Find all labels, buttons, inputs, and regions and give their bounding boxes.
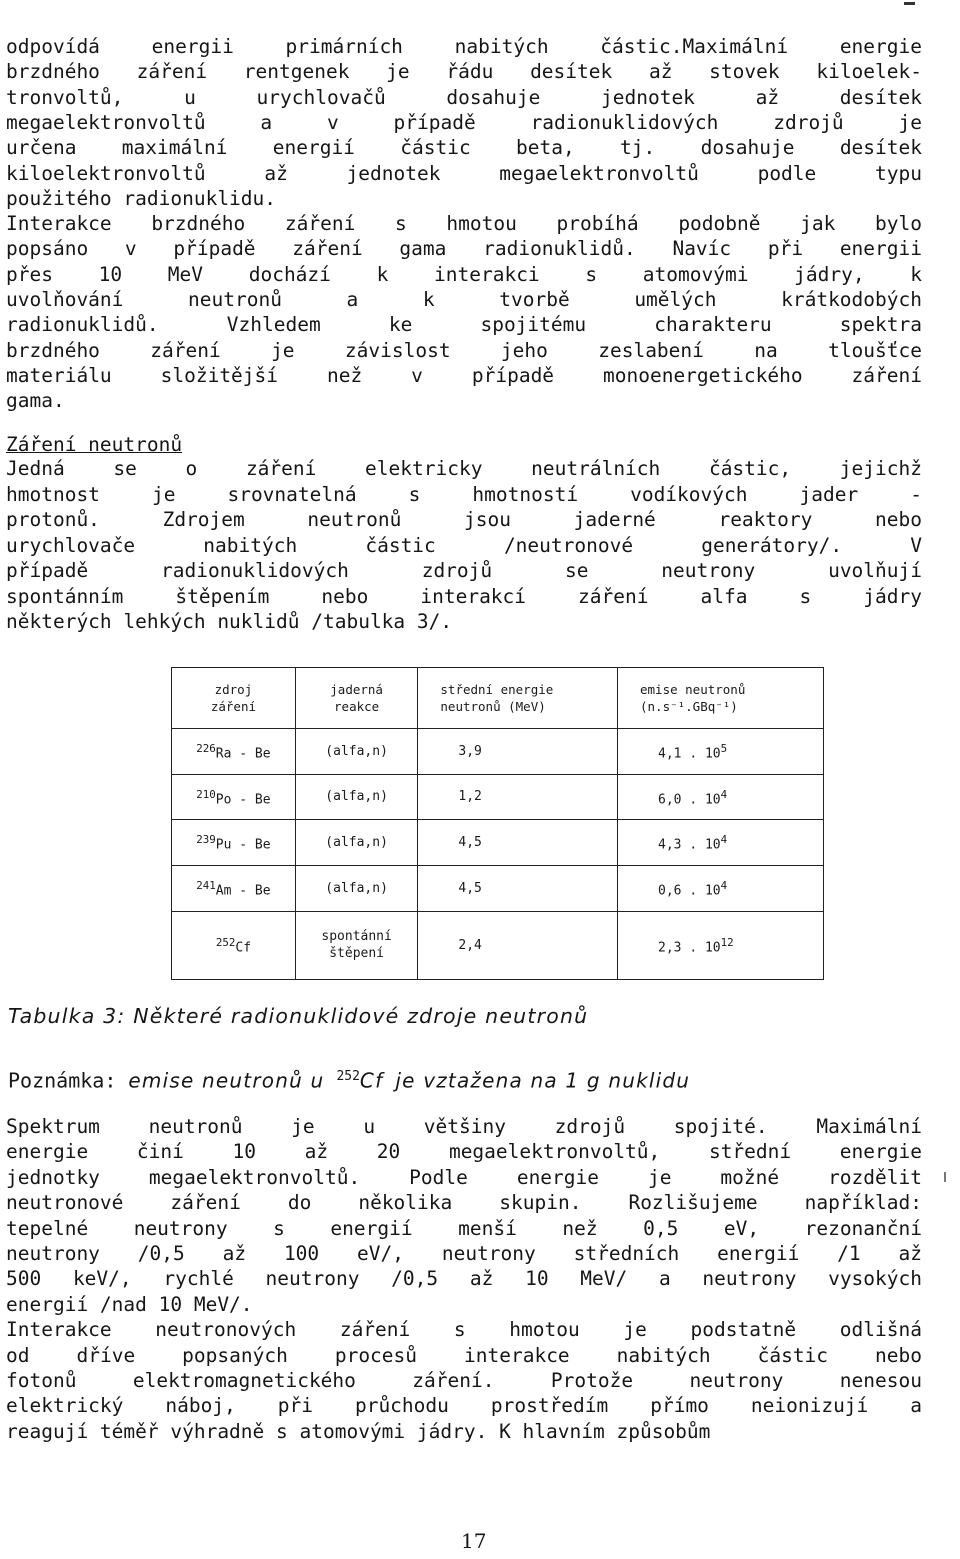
header-reaction	[295, 668, 418, 729]
margin-mark	[944, 1172, 946, 1182]
text-line: tronvoltů, u urychlovačů dosahuje jednotek až desítek	[6, 85, 922, 109]
header-emission-line-2: (n.s⁻¹.GBq⁻¹)	[640, 699, 738, 714]
text-line: neutrony /0,5 až 100 eV/, neutrony středních energií /1 až	[6, 1242, 922, 1265]
cell-source	[172, 820, 296, 866]
header-reaction-line-1: jaderná	[330, 682, 383, 697]
text-line: tepelné neutrony s energií menší než 0,5 eV, rezonanční	[6, 1216, 922, 1240]
emission-exponent: 4	[720, 879, 728, 893]
times-sign: .	[689, 883, 698, 899]
text-line: materiálu složitější než v případě monoenergetického záření	[6, 363, 922, 387]
note	[8, 1062, 690, 1096]
cell-emission	[618, 729, 824, 775]
text-line: gama.	[6, 389, 65, 413]
text-line: Interakce neutronových záření s hmotou je podstatně odlišná	[6, 1318, 922, 1342]
cell-emission	[618, 820, 824, 866]
source-name: Am - Be	[215, 883, 271, 899]
cell-energy: 3,9	[418, 729, 618, 775]
text-line: radionuklidů. Vzhledem ke spojitému charakteru spektra	[6, 313, 922, 337]
cell-source	[172, 865, 296, 911]
emission-mantissa: 4,1	[658, 746, 682, 762]
text-line: případě radionuklidových zdrojů se neutrony uvolňují	[6, 559, 922, 582]
text-line: určena maximální energií částic beta, tj. dosahuje desítek	[6, 136, 922, 160]
table-caption: Tabulka 3: Některé radionuklidové zdroje neutronů	[8, 1004, 589, 1028]
cell-reaction: (alfa,n)	[295, 865, 418, 911]
times-sign: .	[689, 837, 698, 853]
note-label: Poznámka:	[8, 1068, 117, 1093]
emission-base: 10	[704, 883, 721, 899]
header-energy-line-2: neutronů (MeV)	[440, 699, 546, 714]
emission-exponent: 12	[720, 936, 734, 950]
source-name: Cf	[235, 940, 252, 956]
text-line: reagují téměř výhradně s atomovými jádry. K hlavním způsobům	[6, 1419, 711, 1443]
mass-number: 239	[196, 833, 216, 847]
cell-emission	[618, 865, 824, 911]
text-line: některých lehkých nuklidů /tabulka 3/.	[6, 610, 453, 633]
header-emission-line-1: emise neutronů	[640, 682, 746, 697]
text-line: fotonů elektromagnetického záření. Protože neutrony nenesou	[6, 1369, 922, 1392]
section-heading: Záření neutronů	[6, 433, 183, 456]
text-line: Jedná se o záření elektricky neutrálních částic, jejichž	[6, 457, 922, 480]
emission-exponent: 4	[720, 787, 728, 801]
emission-base: 10	[704, 792, 721, 808]
emission-base: 10	[704, 837, 721, 853]
header-energy-line-1: střední energie	[440, 682, 554, 697]
times-sign: .	[689, 746, 698, 762]
text-line: 500 keV/, rychlé neutrony /0,5 až 10 MeV/ a neutrony vysokých	[6, 1267, 922, 1291]
table-row	[172, 729, 824, 775]
text-line: použitého radionuklidu.	[6, 186, 277, 210]
cell-reaction: spontánní štěpení	[295, 911, 418, 980]
cell-reaction: (alfa,n)	[295, 820, 418, 866]
cell-energy: 1,2	[418, 774, 618, 820]
times-sign: .	[689, 792, 698, 808]
cell-source	[172, 911, 296, 980]
corner-dash-mark	[904, 2, 915, 5]
cell-reaction: (alfa,n)	[295, 729, 418, 775]
header-source	[172, 668, 296, 729]
header-source-line-2: záření	[210, 699, 256, 714]
table-row	[172, 911, 824, 980]
text-line: Spektrum neutronů je u většiny zdrojů spojité. Maximální	[6, 1115, 922, 1138]
emission-exponent: 4	[720, 833, 728, 847]
text-line: urychlovače nabitých částic /neutronové generátory/. V	[6, 533, 922, 557]
table-row	[172, 865, 824, 911]
text-line: popsáno v případě záření gama radionuklidů. Navíc při energii	[6, 237, 922, 261]
emission-mantissa: 6,0	[658, 792, 682, 808]
cell-source	[172, 729, 296, 775]
page-number: 17	[461, 1529, 487, 1553]
text-line: elektrický náboj, při průchodu prostředím přímo neionizují a	[6, 1394, 922, 1418]
emission-mantissa: 4,3	[658, 837, 682, 853]
text-line: jednotky megaelektronvoltů. Podle energie je možné rozdělit	[6, 1165, 922, 1189]
source-name: Po - Be	[215, 792, 271, 808]
text-line: spontánním štěpením nebo interakcí záření alfa s jádry	[6, 584, 922, 608]
text-line: protonů. Zdrojem neutronů jsou jaderné reaktory nebo	[6, 508, 922, 531]
mass-number: 210	[196, 787, 216, 801]
table-body	[172, 729, 824, 980]
cell-reaction: (alfa,n)	[295, 774, 418, 820]
cell-emission	[618, 774, 824, 820]
text-line: uvolňování neutronů a k tvorbě umělých krátkodobých	[6, 288, 922, 311]
cell-energy: 2,4	[418, 911, 618, 980]
text-line: energií /nad 10 MeV/.	[6, 1292, 253, 1316]
text-line: hmotnost je srovnatelná s hmotností vodíkových jader -	[6, 482, 922, 506]
table-row	[172, 774, 824, 820]
text-line: neutronové záření do několika skupin. Rozlišujeme například:	[6, 1191, 922, 1215]
text-line: od dříve popsaných procesů interakce nabitých částic nebo	[6, 1343, 922, 1367]
text-line: brzdného záření je závislost jeho zeslabení na tloušťce	[6, 338, 922, 362]
text-line: Interakce brzdného záření s hmotou probíhá podobně jak bylo	[6, 212, 922, 236]
text-line: přes 10 MeV dochází k interakci s atomovými jádry, k	[6, 262, 922, 286]
header-source-line-1: zdroj	[214, 682, 253, 697]
neutron-sources-table	[171, 667, 824, 980]
header-emission	[618, 668, 824, 729]
table-header-row	[172, 668, 824, 729]
cell-source	[172, 774, 296, 820]
cell-emission	[618, 911, 824, 980]
emission-exponent: 5	[720, 742, 728, 756]
text-line: odpovídá energii primárních nabitých částic.Maximální energie	[6, 35, 922, 58]
text-line: energie činí 10 až 20 megaelektronvoltů, střední energie	[6, 1140, 922, 1164]
mass-number: 252	[215, 936, 236, 950]
emission-mantissa: 0,6	[658, 883, 682, 899]
source-name: Ra - Be	[215, 746, 271, 762]
times-sign: .	[689, 940, 698, 956]
table-row	[172, 820, 824, 866]
note-superscript: 252	[336, 1069, 360, 1084]
header-energy	[418, 668, 618, 729]
mass-number: 241	[196, 879, 216, 893]
text-line: megaelektronvoltů a v případě radionuklidových zdrojů je	[6, 110, 922, 134]
cell-energy: 4,5	[418, 820, 618, 866]
text-line: brzdného záření rentgenek je řádu desítek až stovek kiloelek-	[6, 60, 922, 84]
header-reaction-line-2: reakce	[334, 699, 380, 714]
emission-mantissa: 2,3	[658, 940, 682, 956]
mass-number: 226	[196, 742, 216, 756]
note-text-after: je vztažena na 1 g nuklidu	[395, 1068, 691, 1093]
cell-energy: 4,5	[418, 865, 618, 911]
text-line: kiloelektronvoltů až jednotek megaelektronvoltů podle typu	[6, 161, 922, 185]
source-name: Pu - Be	[215, 837, 271, 853]
emission-base: 10	[704, 746, 721, 762]
note-text-before: emise neutronů u	[128, 1068, 325, 1093]
note-element: Cf	[359, 1068, 384, 1093]
emission-base: 10	[704, 940, 721, 956]
